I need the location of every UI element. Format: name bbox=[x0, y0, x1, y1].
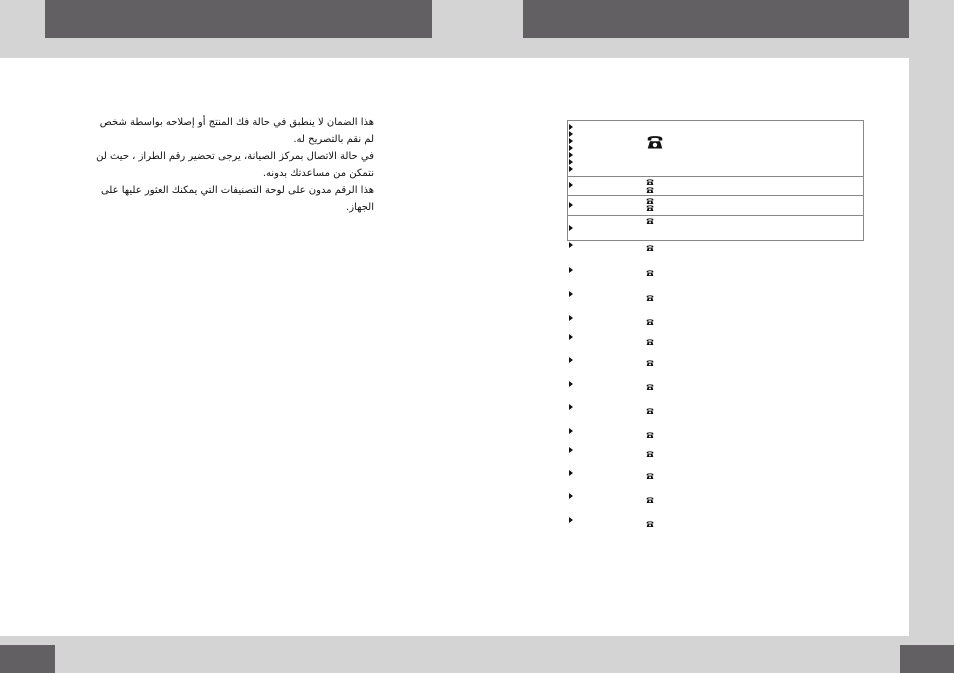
footer-left-panel bbox=[55, 636, 151, 673]
footer-left-strip bbox=[0, 636, 55, 645]
triangle-bullet-icon bbox=[569, 202, 573, 208]
warranty-note-1: هذا الضمان لا ينطبق في حالة فك المنتج أو إصلاحه بواسطة شخص لم نقم بالتصريح له. bbox=[99, 117, 374, 145]
triangle-bullet-icon bbox=[569, 428, 573, 434]
warranty-note-3: هذا الرقم مدون على لوحة التصنيفات التي يمكنك العثور عليها على الجهاز. bbox=[100, 185, 374, 213]
warranty-note-2: في حالة الاتصال بمركز الصيانة، يرجى تحضير رقم الطراز ، حيث لن نتمكن من مساعدتك بدونه. bbox=[96, 151, 374, 179]
footer-left-page-tab bbox=[0, 645, 55, 673]
triangle-bullet-icon bbox=[569, 145, 573, 151]
telephone-icon bbox=[646, 496, 654, 504]
triangle-bullet-icon bbox=[569, 138, 573, 144]
triangle-bullet-icon bbox=[569, 159, 573, 165]
telephone-icon bbox=[646, 407, 654, 415]
triangle-bullet-icon bbox=[569, 291, 573, 297]
triangle-bullet-icon bbox=[569, 334, 573, 340]
telephone-icon bbox=[646, 217, 654, 225]
table-divider bbox=[568, 195, 863, 196]
telephone-icon bbox=[646, 178, 654, 186]
triangle-bullet-icon bbox=[569, 152, 573, 158]
telephone-icon bbox=[646, 359, 654, 367]
left-header-bar bbox=[45, 0, 432, 38]
telephone-icon bbox=[646, 520, 654, 528]
telephone-icon bbox=[646, 204, 654, 212]
triangle-bullet-icon bbox=[569, 267, 573, 273]
triangle-bullet-icon bbox=[569, 124, 573, 130]
telephone-icon bbox=[646, 134, 664, 150]
telephone-icon bbox=[646, 450, 654, 458]
triangle-bullet-icon bbox=[569, 225, 573, 231]
triangle-bullet-icon bbox=[569, 493, 573, 499]
telephone-icon bbox=[646, 318, 654, 326]
telephone-icon bbox=[646, 294, 654, 302]
right-header-bar bbox=[523, 0, 909, 38]
service-contact-table bbox=[567, 120, 864, 241]
telephone-icon bbox=[646, 244, 654, 252]
triangle-bullet-icon bbox=[569, 242, 573, 248]
footer-right-strip bbox=[900, 636, 954, 645]
triangle-bullet-icon bbox=[569, 517, 573, 523]
telephone-icon bbox=[646, 186, 654, 194]
triangle-bullet-icon bbox=[569, 381, 573, 387]
triangle-bullet-icon bbox=[569, 357, 573, 363]
triangle-bullet-icon bbox=[569, 447, 573, 453]
triangle-bullet-icon bbox=[569, 470, 573, 476]
telephone-icon bbox=[646, 431, 654, 439]
warranty-notes bbox=[90, 114, 374, 216]
telephone-icon bbox=[646, 269, 654, 277]
telephone-icon bbox=[646, 383, 654, 391]
triangle-bullet-icon bbox=[569, 315, 573, 321]
triangle-bullet-icon bbox=[569, 131, 573, 137]
table-divider bbox=[568, 215, 863, 216]
telephone-icon bbox=[646, 472, 654, 480]
triangle-bullet-icon bbox=[569, 166, 573, 172]
telephone-icon bbox=[646, 338, 654, 346]
triangle-bullet-icon bbox=[569, 182, 573, 188]
footer-right-page-tab bbox=[900, 645, 954, 673]
table-divider bbox=[568, 176, 863, 177]
footer-right-panel bbox=[646, 636, 900, 673]
triangle-bullet-icon bbox=[569, 404, 573, 410]
